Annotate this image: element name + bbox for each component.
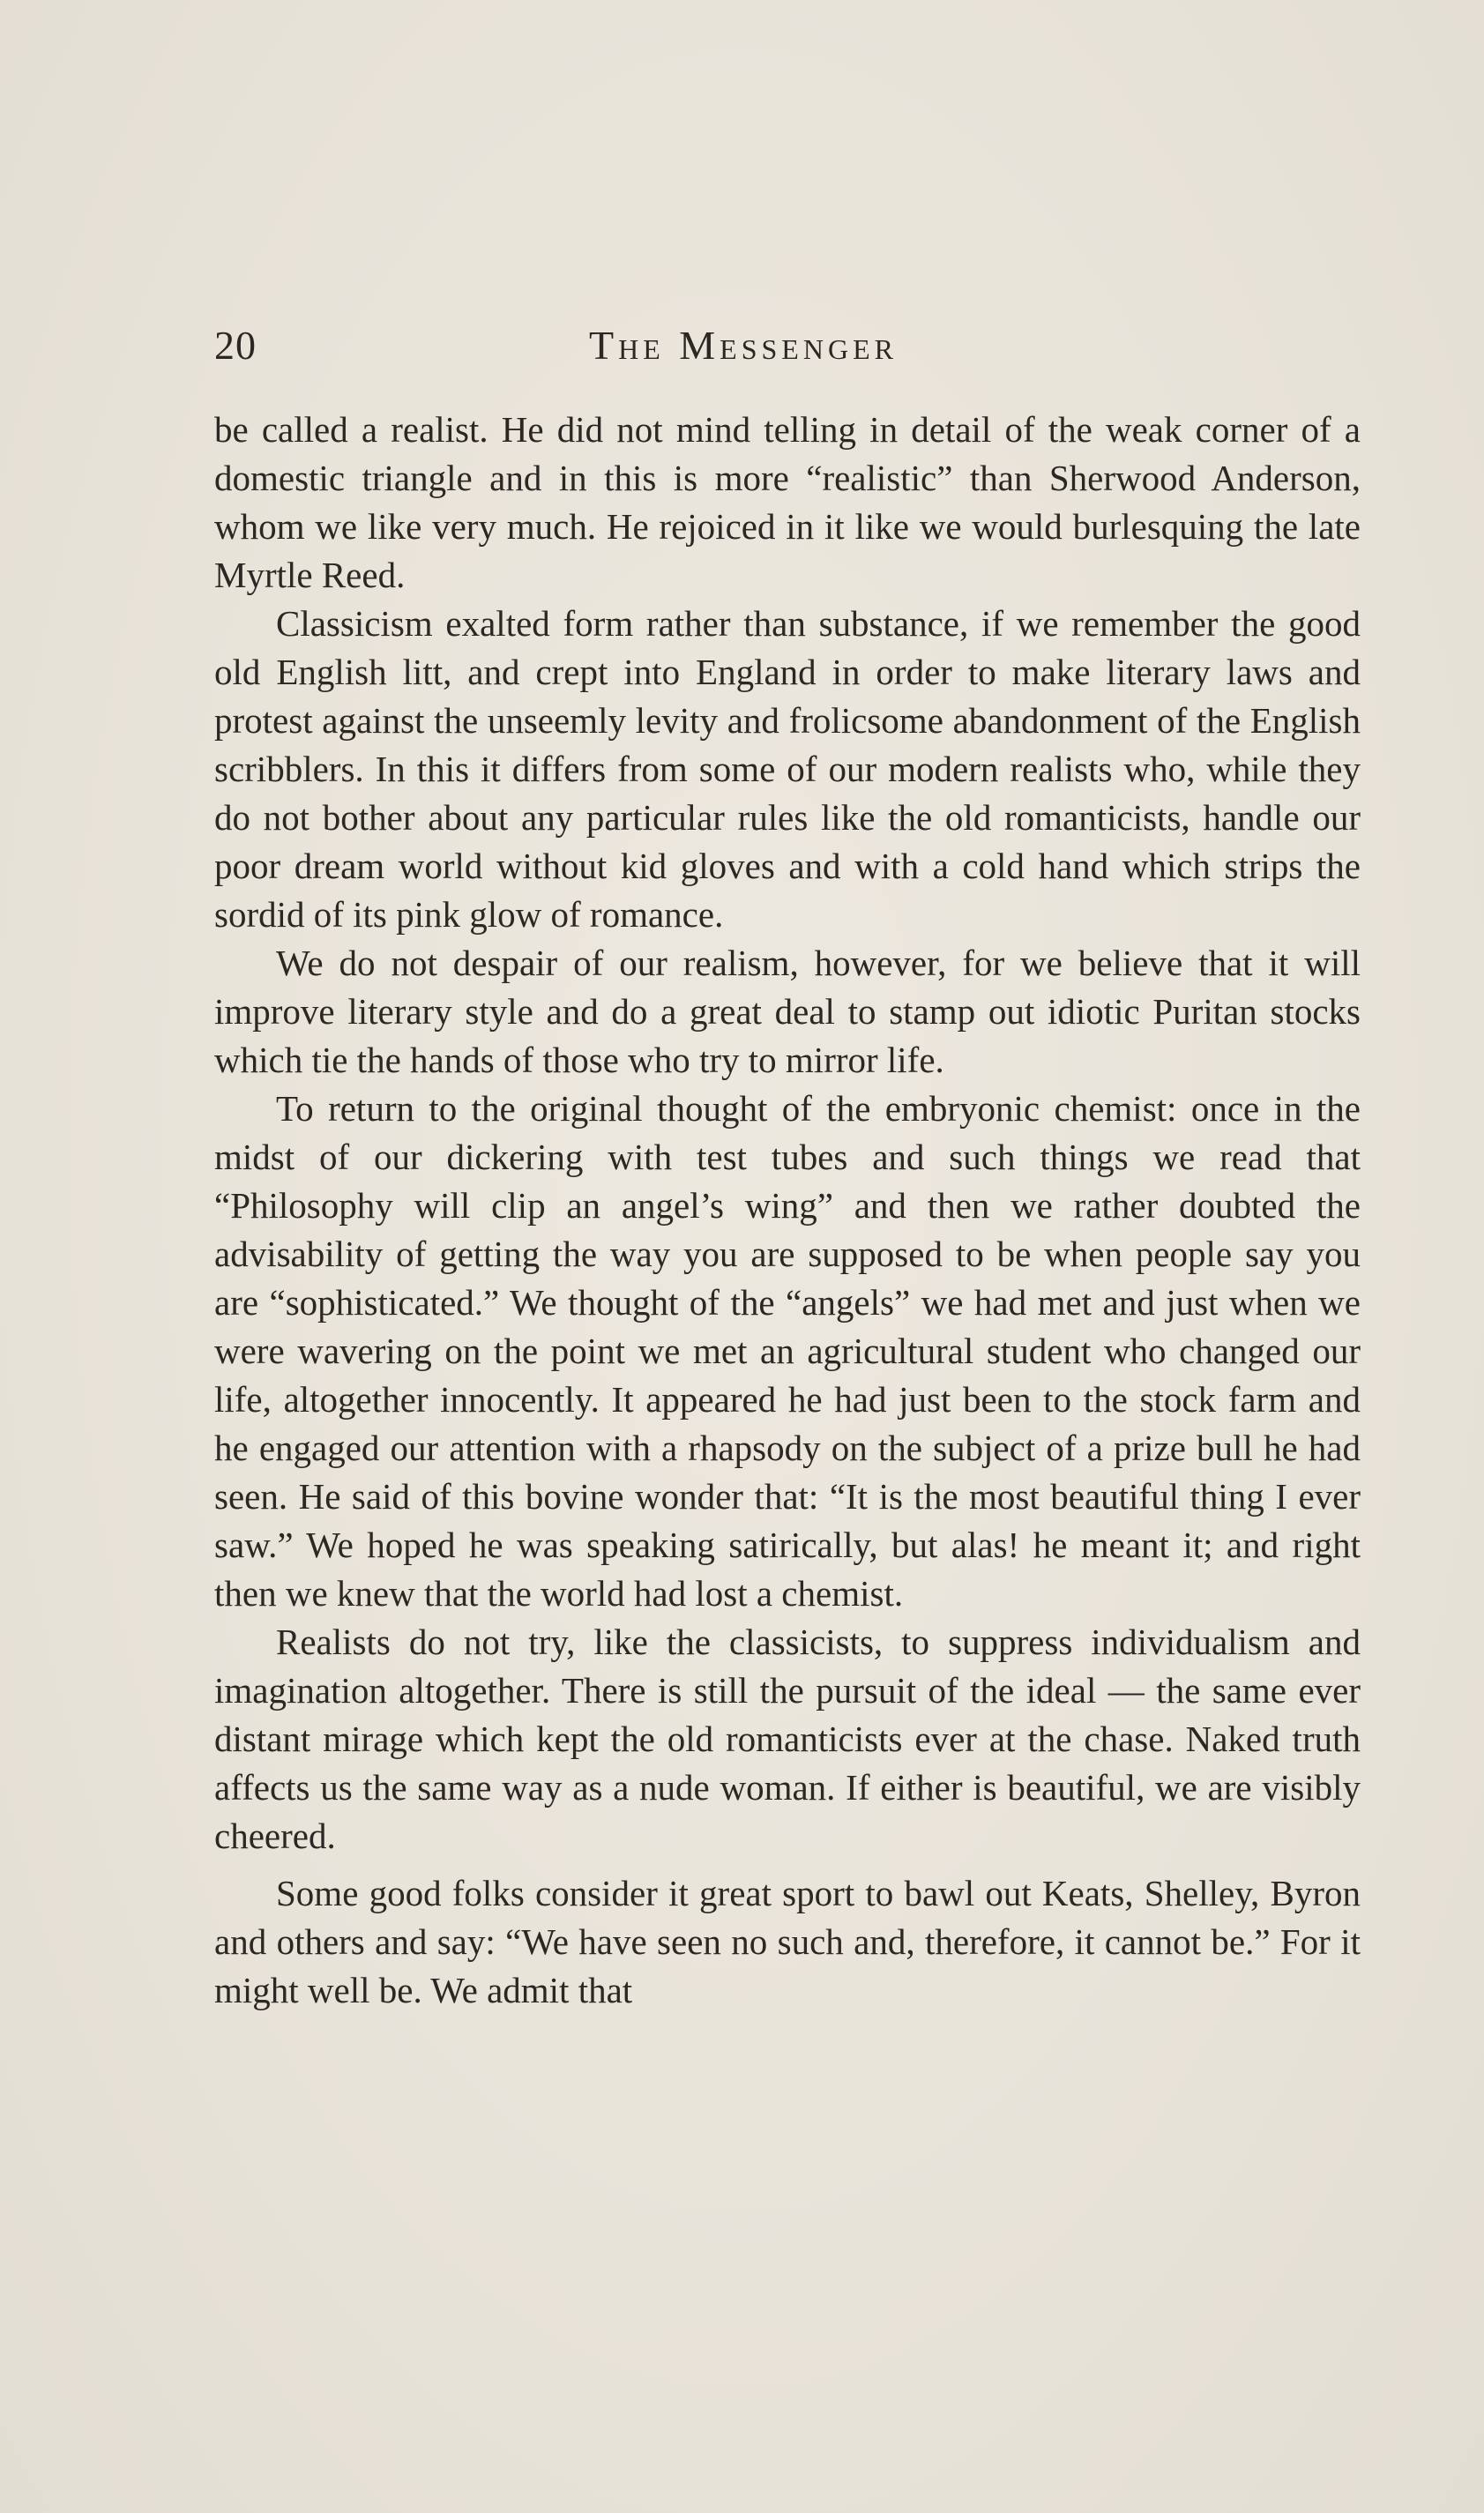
paragraph-classicism: Classicism exalted form rather than substance, if we remember the good old English litt, and crept into England in order to make literary laws and protest against the unseemly levity and frolicsome abandonment of the English scribblers. In this it differs from some of our modern realists who, while they do not bother about any particular rules like the old romanticists, handle our poor dream world without kid gloves and with a cold hand which strips the sordid of its pink glow of romance. (214, 603, 1361, 935)
paragraph-keats: Some good folks consider it great sport to bawl out Keats, Shelley, Byron and others and say: “We have seen no such and, therefore, it cannot be.” For it might well be. We admit that (214, 1873, 1361, 2010)
text-column (214, 406, 1361, 2015)
paragraph-chemist: To return to the original thought of the embryonic chemist: once in the midst of our dickering with test tubes and such things we read that “Philosophy will clip an angel’s wing” and then we rather doubted the advisability of getting the way you are supposed to be when people say you are “sophisticated.” We thought of the “angels” we had met and just when we were wavering on the point we met an agricultural student who changed our life, altogether innocently. It appeared he had just been to the stock farm and he engaged our attention with a rhapsody on the subject of a prize bull he had seen. He said of this bovine wonder that: “It is the most beautiful thing I ever saw.” We hoped he was speaking satirically, but alas! he meant it; and right then we knew that the world had lost a chemist. (214, 1088, 1361, 1614)
paragraph-continued: be called a realist. He did not mind telling in detail of the weak corner of a domestic triangle and in this is more “realistic” than Sherwood Anderson, whom we like very much. He rejoiced in it like we would burlesquing the late Myrtle Reed. (214, 409, 1361, 595)
paragraph-realists: Realists do not try, like the classicists, to suppress individualism and imagination altogether. There is still the pursuit of the ideal — the same ever distant mirage which kept the old romanticists ever at the chase. Naked truth affects us the same way as a nude woman. If either is beautiful, we are visibly cheered. (214, 1622, 1361, 1856)
running-head (214, 319, 1361, 372)
journal-title: The Messenger (589, 323, 898, 368)
paragraph-realism: We do not despair of our realism, however, for we believe that it will improve literary style and do a great deal to stamp out idiotic Puritan stocks which tie the hands of those who try to mirror life. (214, 943, 1361, 1080)
page-number: 20 (214, 323, 257, 368)
